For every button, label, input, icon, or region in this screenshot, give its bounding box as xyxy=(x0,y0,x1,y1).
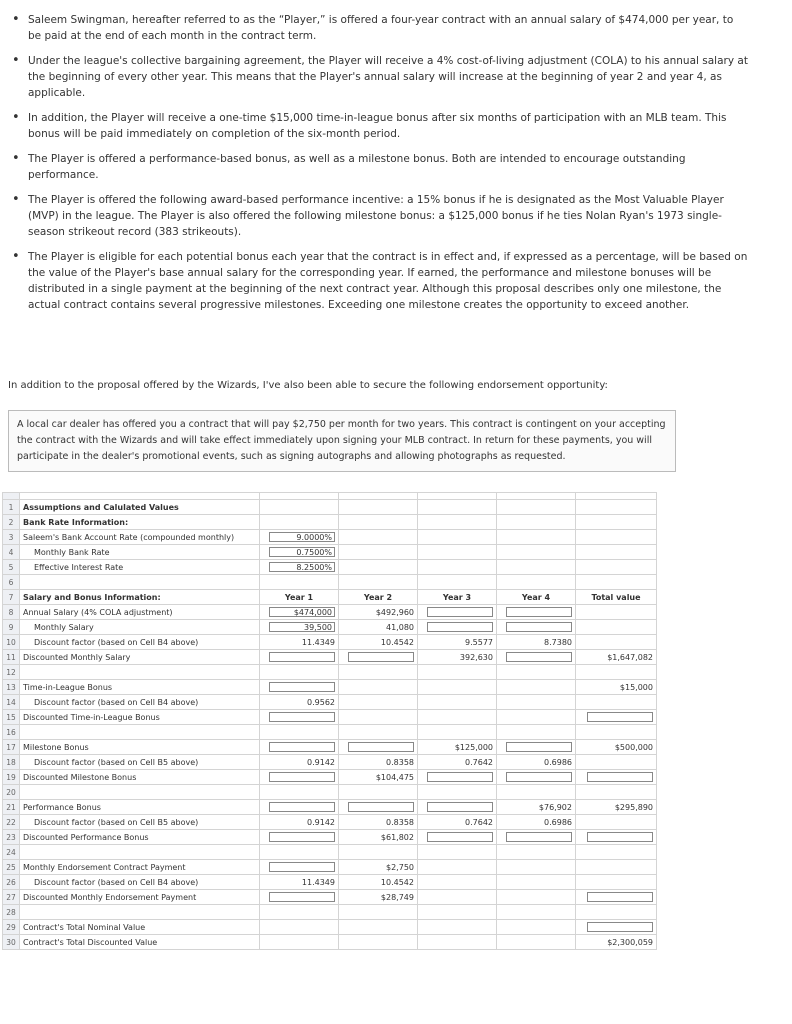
input-cell[interactable] xyxy=(587,772,653,782)
cell-value: 392,630 xyxy=(418,650,497,665)
input-cell[interactable] xyxy=(587,892,653,902)
endorsement-box: A local car dealer has offered you a contract that will pay $2,750 per month for two years. This contract is contingent on your accepting the contract with the Wizards and will take effect immediately upon signing your MLB contract. In return for these payments, you will participate in the dealer's promotional events, such as signing autographs and allowing photographs as requested. xyxy=(8,410,676,472)
row-label: Saleem's Bank Account Rate (compounded monthly) xyxy=(20,530,260,545)
row-label: Discounted Milestone Bonus xyxy=(20,770,260,785)
table-row: 21 Performance Bonus $76,902 $295,890 xyxy=(3,800,657,815)
row-label: Contract's Total Nominal Value xyxy=(20,920,260,935)
cell-value: 0.9562 xyxy=(260,695,339,710)
table-row: 25 Monthly Endorsement Contract Payment $2,750 xyxy=(3,860,657,875)
row-label: Monthly Endorsement Contract Payment xyxy=(20,860,260,875)
table-row: 28 xyxy=(3,905,657,920)
row-label: Discounted Performance Bonus xyxy=(20,830,260,845)
input-cell[interactable]: 0.7500% xyxy=(269,547,335,557)
cell-value: 10.4542 xyxy=(339,635,418,650)
cell-value: $295,890 xyxy=(576,800,657,815)
cell-value: $28,749 xyxy=(339,890,418,905)
table-row: 14 Discount factor (based on Cell B4 above) 0.9562 xyxy=(3,695,657,710)
table-row: 4 Monthly Bank Rate 0.7500% xyxy=(3,545,657,560)
table-row: 1 Assumptions and Calulated Values xyxy=(3,500,657,515)
input-cell[interactable] xyxy=(506,652,572,662)
table-row: 26 Discount factor (based on Cell B4 above) 11.4349 10.4542 xyxy=(3,875,657,890)
cell-value: 0.9142 xyxy=(260,815,339,830)
input-cell[interactable] xyxy=(506,622,572,632)
row-label: Discount factor (based on Cell B5 above) xyxy=(20,815,260,830)
cell-value: $76,902 xyxy=(497,800,576,815)
input-cell[interactable] xyxy=(269,712,335,722)
input-cell[interactable] xyxy=(427,607,493,617)
col-header-year2: Year 2 xyxy=(339,590,418,605)
bullet-item: • The Player is offered the following award-based performance incentive: a 15% bonus if he is designated as the Most Valuable Player (MVP) in the league. The Player is also offered the following milestone bonus: a $125,000 bonus if he ties Nolan Ryan's 1973 single-season strikeout record (383 strikeouts). xyxy=(28,192,748,240)
input-cell[interactable] xyxy=(427,622,493,632)
input-cell[interactable] xyxy=(269,772,335,782)
cell-value: 0.7642 xyxy=(418,755,497,770)
cell-value: 11.4349 xyxy=(260,875,339,890)
table-row: 15 Discounted Time-in-League Bonus xyxy=(3,710,657,725)
input-cell[interactable] xyxy=(348,652,414,662)
input-cell[interactable]: 39,500 xyxy=(269,622,335,632)
input-cell[interactable] xyxy=(269,802,335,812)
cell-value: 0.8358 xyxy=(339,815,418,830)
input-cell[interactable] xyxy=(506,742,572,752)
row-label: Discount factor (based on Cell B4 above) xyxy=(20,635,260,650)
table-row: 8 Annual Salary (4% COLA adjustment) $474,000 $492,960 xyxy=(3,605,657,620)
input-cell[interactable] xyxy=(587,832,653,842)
input-cell[interactable] xyxy=(506,832,572,842)
col-header-total: Total value xyxy=(576,590,657,605)
col-header-year1: Year 1 xyxy=(260,590,339,605)
cell-value: 11.4349 xyxy=(260,635,339,650)
cell-value: $492,960 xyxy=(339,605,418,620)
cell-value: $15,000 xyxy=(576,680,657,695)
cell-value: 10.4542 xyxy=(339,875,418,890)
cell-value: 41,080 xyxy=(339,620,418,635)
spreadsheet xyxy=(2,492,657,950)
input-cell[interactable] xyxy=(269,892,335,902)
input-cell[interactable] xyxy=(269,652,335,662)
table-row: 24 xyxy=(3,845,657,860)
cell-value: $125,000 xyxy=(418,740,497,755)
table-row: 22 Discount factor (based on Cell B5 above) 0.9142 0.8358 0.7642 0.6986 xyxy=(3,815,657,830)
contract-terms-list xyxy=(0,12,748,322)
table-row: 23 Discounted Performance Bonus $61,802 xyxy=(3,830,657,845)
row-label: Time-in-League Bonus xyxy=(20,680,260,695)
cell-value: 8.7380 xyxy=(497,635,576,650)
cell-value: 0.9142 xyxy=(260,755,339,770)
cell-value: 0.8358 xyxy=(339,755,418,770)
bullet-item: • Saleem Swingman, hereafter referred to as the “Player,” is offered a four-year contract with an annual salary of $474,000 per year, to be paid at the end of each month in the contract term. xyxy=(28,12,748,44)
bullet-item: • The Player is eligible for each potential bonus each year that the contract is in effect and, if expressed as a percentage, will be based on the value of the Player's base annual salary for the corresponding year. If earned, the performance and milestone bonuses will be distributed in a single payment at the beginning of the next contract year. Although this proposal describes only one milestone, the actual contract contains several progressive milestones. Exceeding one milestone creates the opportunity to exceed another. xyxy=(28,249,748,313)
row-label: Discount factor (based on Cell B4 above) xyxy=(20,875,260,890)
cell-value: $2,750 xyxy=(339,860,418,875)
row-label: Monthly Bank Rate xyxy=(20,545,260,560)
input-cell[interactable] xyxy=(587,712,653,722)
row-label: Bank Rate Information: xyxy=(20,515,260,530)
input-cell[interactable] xyxy=(269,682,335,692)
table-row: 2 Bank Rate Information: xyxy=(3,515,657,530)
input-cell[interactable] xyxy=(269,832,335,842)
table-row: 5 Effective Interest Rate 8.2500% xyxy=(3,560,657,575)
table-row: 19 Discounted Milestone Bonus $104,475 xyxy=(3,770,657,785)
table-row: 30 Contract's Total Discounted Value $2,300,059 xyxy=(3,935,657,950)
table-row: 18 Discount factor (based on Cell B5 above) 0.9142 0.8358 0.7642 0.6986 xyxy=(3,755,657,770)
table-row: 20 xyxy=(3,785,657,800)
input-cell[interactable] xyxy=(348,802,414,812)
input-cell[interactable] xyxy=(427,802,493,812)
table-row: 29 Contract's Total Nominal Value xyxy=(3,920,657,935)
table-row: 16 xyxy=(3,725,657,740)
row-label: Monthly Salary xyxy=(20,620,260,635)
row-label: Discounted Monthly Salary xyxy=(20,650,260,665)
cell-value: $61,802 xyxy=(339,830,418,845)
row-label: Performance Bonus xyxy=(20,800,260,815)
table-row: 7 Salary and Bonus Information: Year 1 Year 2 Year 3 Year 4 Total value xyxy=(3,590,657,605)
cell-value: $500,000 xyxy=(576,740,657,755)
cell-value: 0.6986 xyxy=(497,755,576,770)
bullet-item: • The Player is offered a performance-based bonus, as well as a milestone bonus. Both are intended to encourage outstanding performance. xyxy=(28,151,748,183)
cell-value: $104,475 xyxy=(339,770,418,785)
row-label: Discount factor (based on Cell B4 above) xyxy=(20,695,260,710)
input-cell[interactable]: $474,000 xyxy=(269,607,335,617)
section-heading: Assumptions and Calulated Values xyxy=(20,500,260,515)
row-label: Annual Salary (4% COLA adjustment) xyxy=(20,605,260,620)
bullet-item: • Under the league's collective bargaining agreement, the Player will receive a 4% cost-of-living adjustment (COLA) to his annual salary at the beginning of every other year. This means that the Player's annual salary will increase at the beginning of year 2 and year 4, as applicable. xyxy=(28,53,748,101)
row-label: Milestone Bonus xyxy=(20,740,260,755)
cell-value: $2,300,059 xyxy=(576,935,657,950)
bullet-item: • In addition, the Player will receive a one-time $15,000 time-in-league bonus after six months of participation with an MLB team. This bonus will be paid immediately on completion of the six-month period. xyxy=(28,110,748,142)
row-label: Effective Interest Rate xyxy=(20,560,260,575)
row-label: Discount factor (based on Cell B5 above) xyxy=(20,755,260,770)
table-row: 12 xyxy=(3,665,657,680)
input-cell[interactable] xyxy=(506,772,572,782)
table-row: 27 Discounted Monthly Endorsement Payment $28,749 xyxy=(3,890,657,905)
cell-value: $1,647,082 xyxy=(576,650,657,665)
row-label: Salary and Bonus Information: xyxy=(20,590,260,605)
input-cell[interactable] xyxy=(348,742,414,752)
table-row: 9 Monthly Salary 39,500 41,080 xyxy=(3,620,657,635)
cell-value: 0.6986 xyxy=(497,815,576,830)
input-cell[interactable] xyxy=(427,772,493,782)
input-cell[interactable] xyxy=(269,862,335,872)
row-label: Discounted Monthly Endorsement Payment xyxy=(20,890,260,905)
table-row: 17 Milestone Bonus $125,000 $500,000 xyxy=(3,740,657,755)
table-row: 3 Saleem's Bank Account Rate (compounded monthly) 9.0000% xyxy=(3,530,657,545)
input-cell[interactable] xyxy=(506,607,572,617)
table-row: 13 Time-in-League Bonus $15,000 xyxy=(3,680,657,695)
table-row: 6 xyxy=(3,575,657,590)
intro-text: In addition to the proposal offered by the Wizards, I've also been able to secure the following endorsement opportunity: xyxy=(8,380,608,391)
table-row: 10 Discount factor (based on Cell B4 above) 11.4349 10.4542 9.5577 8.7380 xyxy=(3,635,657,650)
input-cell[interactable]: 8.2500% xyxy=(269,562,335,572)
row-label: Discounted Time-in-League Bonus xyxy=(20,710,260,725)
table-row: 11 Discounted Monthly Salary 392,630 $1,647,082 xyxy=(3,650,657,665)
col-header-year4: Year 4 xyxy=(497,590,576,605)
input-cell[interactable] xyxy=(427,832,493,842)
input-cell[interactable]: 9.0000% xyxy=(269,532,335,542)
cell-value: 9.5577 xyxy=(418,635,497,650)
input-cell[interactable] xyxy=(587,922,653,932)
row-label: Contract's Total Discounted Value xyxy=(20,935,260,950)
col-header-year3: Year 3 xyxy=(418,590,497,605)
input-cell[interactable] xyxy=(269,742,335,752)
cell-value: 0.7642 xyxy=(418,815,497,830)
